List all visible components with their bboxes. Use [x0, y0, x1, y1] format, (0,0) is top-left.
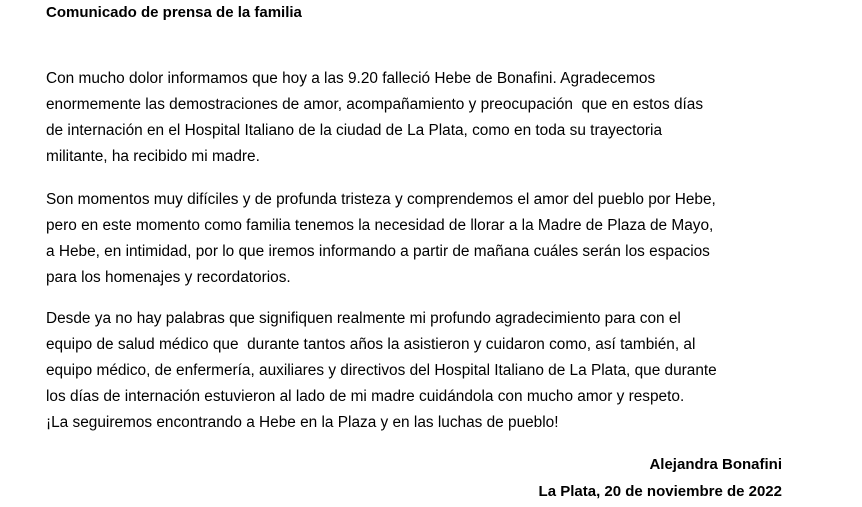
paragraph-line: los días de internación estuvieron al lado de mi madre cuidándola con mucho amor y respeto.	[46, 388, 685, 405]
paragraph-line: Desde ya no hay palabras que signifiquen realmente mi profundo agradecimiento para con el	[46, 310, 681, 327]
document-title: Comunicado de prensa de la familia	[46, 4, 302, 21]
paragraph-line: enormemente las demostraciones de amor, acompañamiento y preocupación que en estos días	[46, 96, 704, 113]
paragraph-line: militante, ha recibido mi madre.	[46, 148, 260, 165]
paragraph-line: ¡La seguiremos encontrando a Hebe en la Plaza y en las luchas de pueblo!	[46, 414, 559, 431]
paragraph-line: de internación en el Hospital Italiano de la ciudad de La Plata, como en toda su trayectoria	[46, 122, 663, 139]
paragraph-line: Son momentos muy difíciles y de profunda tristeza y comprendemos el amor del pueblo por Hebe,	[46, 191, 716, 208]
paragraph-1	[46, 66, 786, 170]
paragraph-line: a Hebe, en intimidad, por lo que iremos informando a partir de mañana cuáles serán los espacios	[46, 243, 710, 260]
signature-block	[539, 451, 782, 505]
signature-name: Alejandra Bonafini	[649, 456, 782, 473]
paragraph-line: pero en este momento como familia tenemos la necesidad de llorar a la Madre de Plaza de Mayo,	[46, 217, 714, 234]
paragraph-2	[46, 187, 786, 291]
paragraph-line: Con mucho dolor informamos que hoy a las 9.20 falleció Hebe de Bonafini. Agradecemos	[46, 70, 656, 87]
paragraph-line: equipo de salud médico que durante tantos años la asistieron y cuidaron como, así también, al	[46, 336, 696, 353]
signature-place-date: La Plata, 20 de noviembre de 2022	[538, 483, 782, 500]
paragraph-line: equipo médico, de enfermería, auxiliares y directivos del Hospital Italiano de La Plata, que durante	[46, 362, 717, 379]
paragraph-line: para los homenajes y recordatorios.	[46, 269, 291, 286]
paragraph-3	[46, 306, 786, 436]
